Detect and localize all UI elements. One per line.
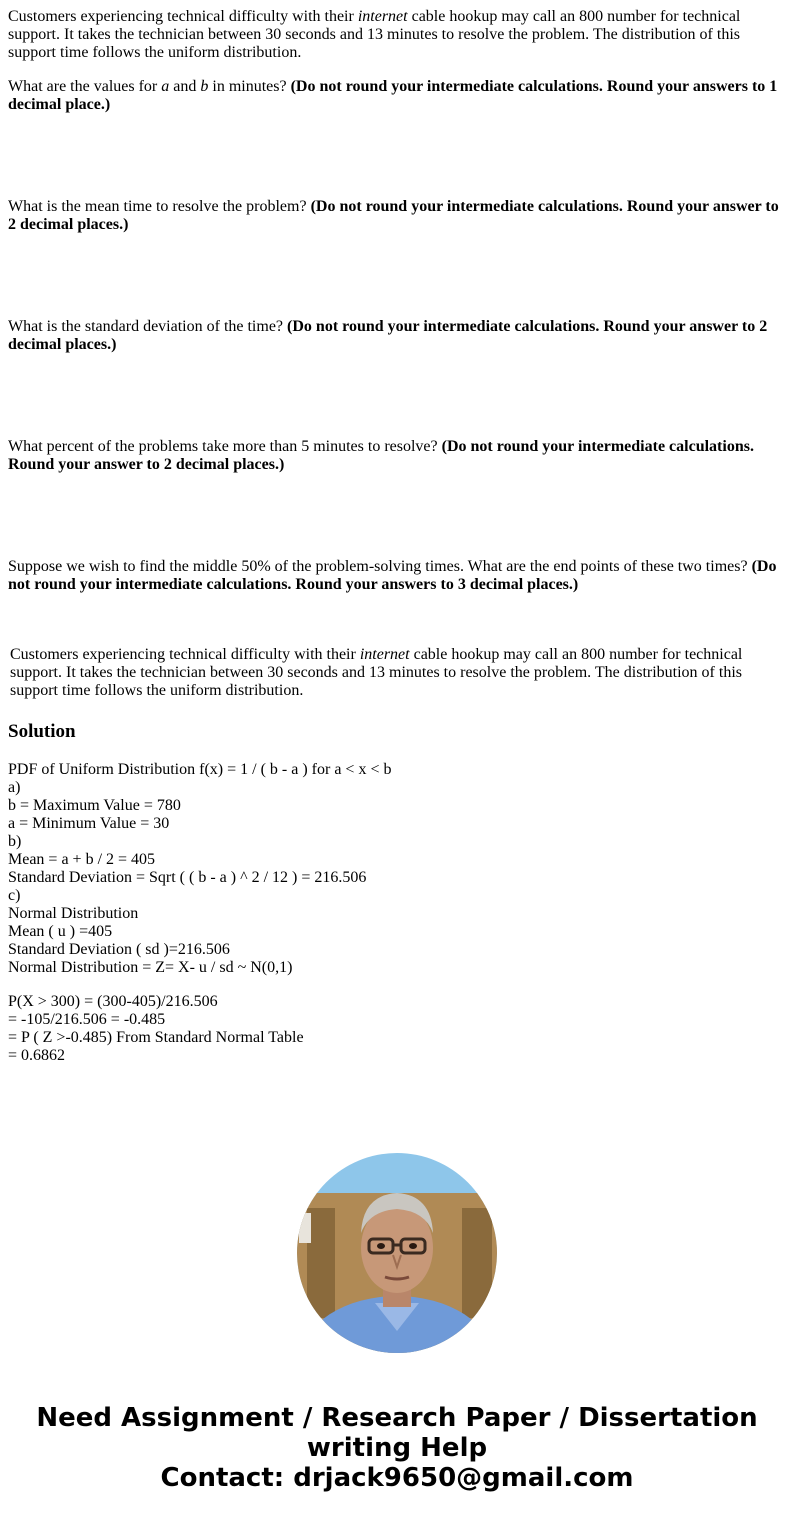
intro-text-pre: Customers experiencing technical difficulty with their xyxy=(8,8,358,25)
question-part-3 xyxy=(8,318,786,354)
solution-line: = P ( Z >-0.485) From Standard Normal Table xyxy=(8,1029,304,1046)
part-3-instruction: (Do not round your intermediate calculations. Round your answer to 2 decimal places.) xyxy=(8,318,768,353)
solution-line: Normal Distribution xyxy=(8,905,139,922)
solution-line: Normal Distribution = Z= X- u / sd ~ N(0,1) xyxy=(8,959,293,976)
solution-line: Standard Deviation ( sd )=216.506 xyxy=(8,941,230,958)
solution-line: b = Maximum Value = 780 xyxy=(8,797,181,814)
intro-text-em: internet xyxy=(357,8,408,25)
solution-line: = -105/216.506 = -0.485 xyxy=(8,1011,166,1028)
question-part-2 xyxy=(8,198,786,234)
intro-text-post: cable hookup may call an 800 number for technical support. It takes the technician between 30 seconds and 13 minutes to resolve the problem. The distribution of this support time follows the uniform distribution. xyxy=(8,8,741,61)
question-part-1 xyxy=(8,78,786,114)
part-2-instruction: (Do not round your intermediate calculations. Round your answer to 2 decimal places.) xyxy=(8,198,779,233)
footer-contact-banner xyxy=(0,1403,794,1493)
solution-line: c) xyxy=(8,887,21,904)
solution-body-part-c xyxy=(8,993,786,1065)
part-1-var-b: b xyxy=(200,78,209,95)
intro-repeat-text-pre: Customers experiencing technical difficulty with their xyxy=(10,646,360,663)
part-3-text: What is the standard deviation of the time? xyxy=(8,318,288,335)
part-4-text: What percent of the problems take more than 5 minutes to resolve? xyxy=(8,438,442,455)
intro-repeat-text-em: internet xyxy=(359,646,410,663)
part-1-text-post: in minutes? xyxy=(208,78,291,95)
solution-line: = 0.6862 xyxy=(8,1047,66,1064)
part-1-text: What are the values for xyxy=(8,78,162,95)
footer-line-2: writing Help xyxy=(306,1433,488,1463)
question-part-4 xyxy=(8,438,786,474)
solution-line: Mean ( u ) =405 xyxy=(8,923,113,940)
part-1-var-a: a xyxy=(161,78,170,95)
solution-heading: Solution xyxy=(8,721,76,742)
solution-line: PDF of Uniform Distribution f(x) = 1 / ( b - a ) for a < x < b xyxy=(8,761,392,778)
question-intro xyxy=(8,8,786,62)
author-avatar xyxy=(297,1153,497,1353)
footer-contact-email: Contact: drjack9650@gmail.com xyxy=(160,1463,634,1493)
footer-line-1: Need Assignment / Research Paper / Dissertation xyxy=(36,1403,758,1433)
solution-body xyxy=(8,761,786,977)
question-intro-repeat xyxy=(10,646,780,700)
solution-line: P(X > 300) = (300-405)/216.506 xyxy=(8,993,218,1010)
solution-line: a) xyxy=(8,779,21,796)
solution-line: b) xyxy=(8,833,22,850)
part-5-instruction: (Do not round your intermediate calculations. Round your answers to 3 decimal places.) xyxy=(8,558,777,593)
intro-repeat-text-post: cable hookup may call an 800 number for technical support. It takes the technician between 30 seconds and 13 minutes to resolve the problem. The distribution of this support time follows the uniform distribution. xyxy=(10,646,743,699)
part-2-text: What is the mean time to resolve the problem? xyxy=(8,198,311,215)
solution-line: Mean = a + b / 2 = 405 xyxy=(8,851,156,868)
solution-line: Standard Deviation = Sqrt ( ( b - a ) ^ 2 / 12 ) = 216.506 xyxy=(8,869,367,886)
author-portrait-image xyxy=(297,1153,497,1353)
part-5-text: Suppose we wish to find the middle 50% of the problem-solving times. What are the end points of these two times? xyxy=(8,558,752,575)
solution-line: a = Minimum Value = 30 xyxy=(8,815,170,832)
part-4-instruction: (Do not round your intermediate calculations. Round your answer to 2 decimal places.) xyxy=(8,438,754,473)
question-part-5 xyxy=(8,558,786,594)
part-1-text-mid: and xyxy=(169,78,201,95)
part-1-instruction: (Do not round your intermediate calculations. Round your answers to 1 decimal place.) xyxy=(8,78,778,113)
